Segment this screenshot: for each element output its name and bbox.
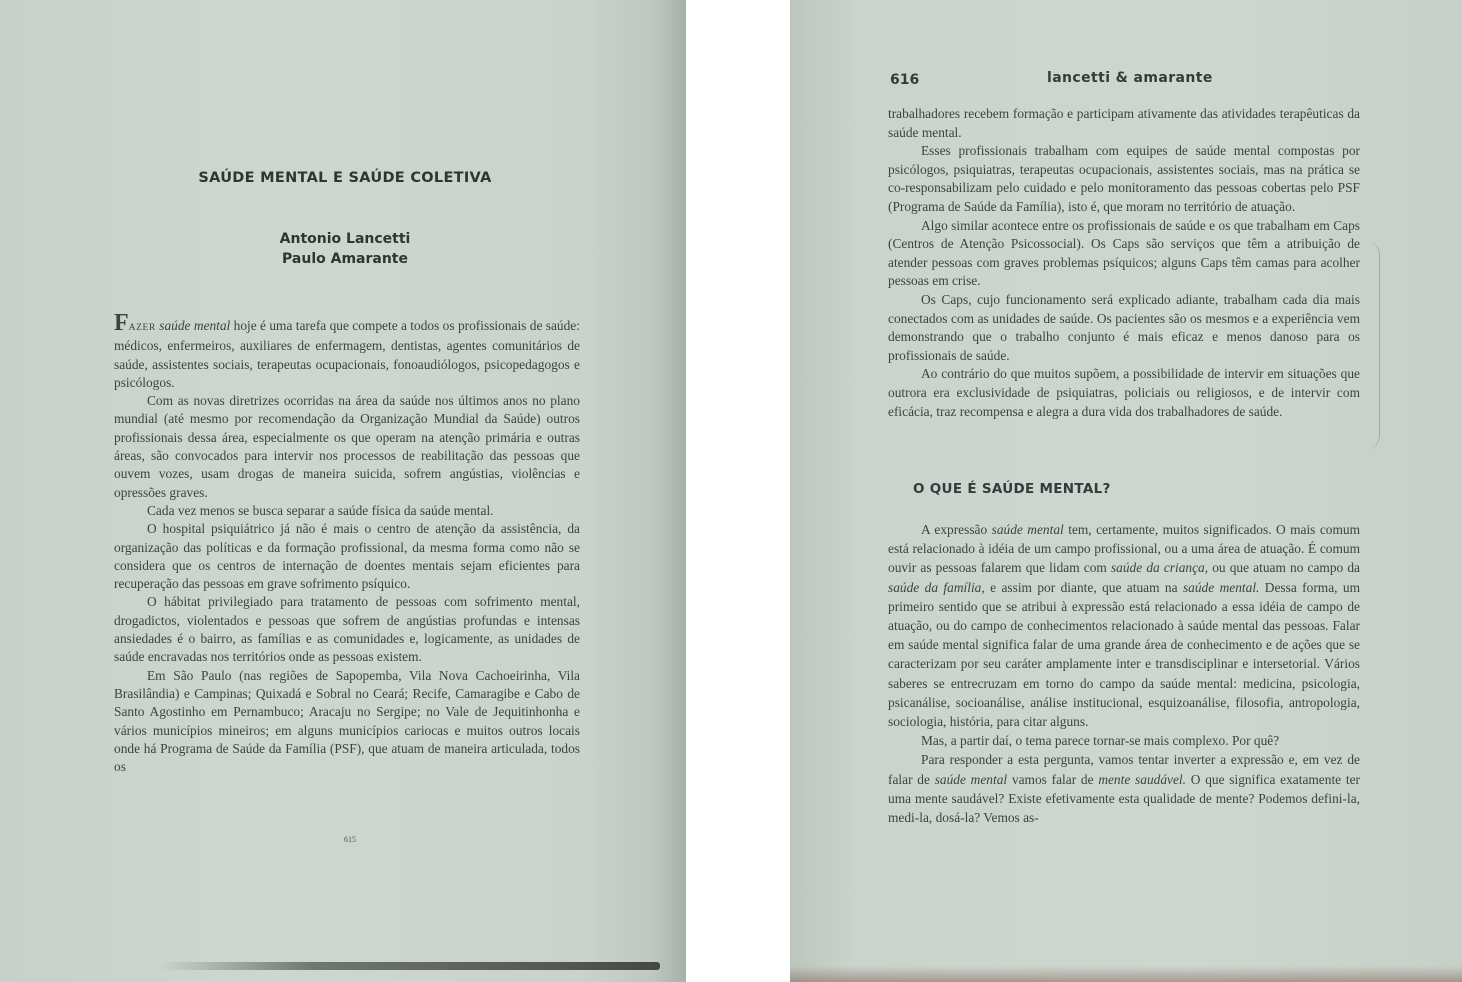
section-heading: O QUE É SAÚDE MENTAL? xyxy=(913,481,1111,497)
opening-paragraph xyxy=(114,310,580,392)
page-number: 616 xyxy=(890,72,920,88)
text-run: vamos falar de xyxy=(1011,771,1094,787)
author-name: Antonio Lancetti xyxy=(279,231,411,247)
text-run: A expressão xyxy=(921,522,988,537)
gutter-shadow xyxy=(653,0,686,982)
paragraph: O hospital psiquiátrico já não é mais o centro de atenção da assistência, da organização das políticas e da formação profissional, da mesma forma como não se considera que os centros de internação de doentes mentais sejam eficientes para recuperação das pessoas em grave sofrimento psíquico. xyxy=(114,521,580,592)
text-run: ou que atuam no campo da xyxy=(1212,560,1360,576)
text-run: Dessa forma, um primeiro sentido que se atribui à expressão está relacionado a essa idéia de campo de atuação, ou do campo de conhecimentos relacionado à saúde mental das pessoas. Falar em saúde mental significa falar de uma grande área de conhecimento e de ações que se caracterizam por seu caráter amplamente inter e transdisciplinar e intersetorial. Vários saberes se entrecruzam em torno do campo da saúde mental: medicina, psicologia, psicanálise, socioanálise, análise institucional, esquizoanálise, filosofia, antropologia, sociologia, história, para citar alguns. xyxy=(888,579,1360,730)
pencil-bracket-mark xyxy=(1365,240,1380,450)
paragraph xyxy=(888,520,1360,731)
section-body-text xyxy=(888,520,1360,827)
paragraph: Em São Paulo (nas regiões de Sapopemba, Vila Nova Cachoeirinha, Vila Brasilândia) e Campinas; Quixadá e Sobral no Ceará; Recife, Camaragibe e Cabo de Santo Agostinho em Pernambuco; Aracaju no Sergipe; no Vale de Jequitinhonha e vários municípios mineiros; em alguns municípios cariocas e muitos outros locais onde há Programa de Saúde da Família (PSF), que atuam de maneira articulada, todos os xyxy=(114,667,580,775)
author-name: Paulo Amarante xyxy=(282,251,408,267)
right-page xyxy=(790,0,1462,982)
page-number: 615 xyxy=(344,835,356,844)
italic-term: mente saudável. xyxy=(1098,771,1186,787)
left-body-text xyxy=(114,310,580,776)
right-body-text xyxy=(888,105,1360,421)
italic-term: saúde da família, xyxy=(888,579,985,595)
paragraph: Algo similar acontece entre os profissionais de saúde e os que trabalham em Caps (Centros de Atenção Psicossocial). Os Caps são serviços que têm a atribuição de atender pessoas com graves problemas psíquicos; alguns Caps têm camas para acolher pessoas em crise. xyxy=(888,217,1360,289)
paragraph: Os Caps, cujo funcionamento será explicado adiante, trabalham cada dia mais conectados com as unidades de saúde. Os pacientes são os mesmos e a experiência vem demonstrando que o trabalho conjunto é mais eficaz e menos danoso para os profissionais de saúde. xyxy=(888,291,1360,363)
authors xyxy=(110,229,580,269)
paragraph xyxy=(888,750,1360,827)
paragraph: Com as novas diretrizes ocorridas na área da saúde nos últimos anos no plano mundial (até mesmo por recomendação da Organização Mundial da Saúde) outros profissionais dessa área, especialmente os que operam na atenção primária e outras áreas, são convocados para intervir nos processos de reabilitação das pessoas que ouvem vozes, usam drogas de maneira suicida, sofrem angústias, violências e opressões graves. xyxy=(114,393,580,500)
paragraph: Cada vez menos se busca separar a saúde física da saúde mental. xyxy=(147,502,494,518)
italic-term: saúde da criança, xyxy=(1110,560,1209,576)
paragraph: trabalhadores recebem formação e participam ativamente das atividades terapêuticas da saúde mental. xyxy=(888,106,1360,140)
text-run: e assim por diante, que atuam na xyxy=(990,579,1178,595)
text-run: Para responder a esta pergunta, vamos tentar inverter a expressão e, em vez de falar de xyxy=(888,752,1360,787)
running-head-title: lancetti & amarante xyxy=(1047,70,1213,86)
text-run: tem, certamente, muitos significados. O mais comum está relacionado à idéia de um campo profissional, ou a uma área de atuação. É comum ouvir as pessoas falarem que lidam com xyxy=(888,522,1361,576)
page-edge-shadow xyxy=(790,966,1462,982)
italic-term: saúde mental xyxy=(991,522,1064,537)
left-page xyxy=(0,0,686,982)
drop-cap: F xyxy=(114,310,129,336)
paragraph: O hábitat privilegiado para tratamento de pessoas com sofrimento mental, drogadictos, violentados e pessoas que sofrem de angústias profundas e intensas ansiedades é o bairro, as famílias e as comunidades e, logicamente, as unidades de saúde encravadas nos territórios onde as pessoas existem. xyxy=(114,594,580,665)
opening-text: hoje é uma tarefa que compete a todos os profissionais de saúde: médicos, enfermeiros, auxiliares de enfermagem, dentistas, agentes comunitários de saúde, assistentes sociais, terapeutas ocupacionais, fonoaudiólogos, psicopedagogos e psicólogos. xyxy=(114,318,580,390)
italic-term: saúde mental xyxy=(934,771,1008,787)
paragraph: Esses profissionais trabalham com equipes de saúde mental compostas por psicólogos, psiquiatras, terapeutas ocupacionais, assistentes sociais, mas na prática se co-responsabilizam pelo cuidado e pelo monitoramento das pessoas cobertas pelo PSF (Programa de Saúde da Família), isto é, que moram no território de atuação. xyxy=(888,143,1360,214)
text-run: O que significa exatamente ter uma mente saudável? Existe efetivamente esta qualidade de mente? Podemos defini-la, medi-la, dosá-la? Vemos as- xyxy=(888,771,1360,826)
chapter-title: SAÚDE MENTAL E SAÚDE COLETIVA xyxy=(198,170,492,186)
paragraph: Mas, a partir daí, o tema parece tornar-se mais complexo. Por quê? xyxy=(921,733,1280,749)
page-edge-shadow xyxy=(160,962,660,970)
small-caps: AZER xyxy=(128,323,156,333)
italic-term: saúde mental. xyxy=(1182,579,1260,595)
paragraph: Ao contrário do que muitos supõem, a possibilidade de intervir em situações que outrora era exclusividade de psiquiatras, policiais ou religiosos, e de intervir com eficácia, traz recompensa e alegra a dura vida dos trabalhadores de saúde. xyxy=(888,366,1360,419)
italic-term: saúde mental xyxy=(159,318,231,333)
